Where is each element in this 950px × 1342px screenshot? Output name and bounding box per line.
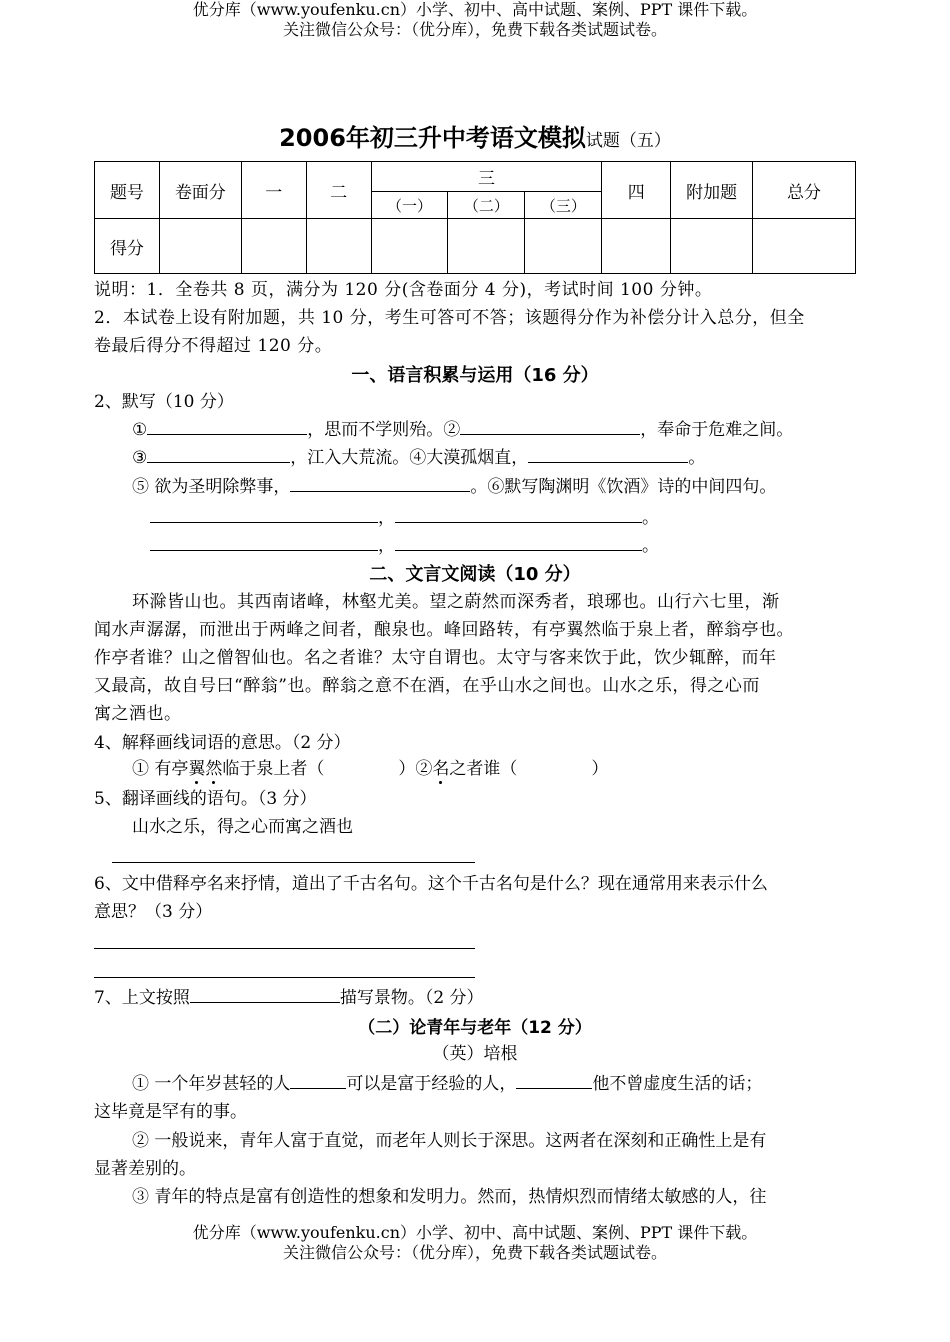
q7-text: 7、上文按照 <box>94 988 190 1008</box>
essay-line-1 <box>132 1070 762 1098</box>
page-header-line-2: 关注微信公众号：（优分库），免费下载各类试题试卷。 <box>282 20 667 39</box>
score-cell[interactable] <box>671 219 753 274</box>
score-table <box>94 161 856 274</box>
score-cell[interactable] <box>159 219 241 274</box>
score-table-header-part-4: 四 <box>602 162 671 219</box>
passage-line-1: 环滁皆山也。其西南诸峰，林壑尤美。望之蔚然而深秀者，琅琊也。山行六七里，渐 <box>132 592 780 612</box>
answer-blank-7[interactable] <box>190 984 340 1003</box>
label-1: ① <box>132 420 148 440</box>
q4-word: 然 <box>205 759 223 779</box>
answer-line-6a[interactable] <box>94 948 475 949</box>
punct: 。 <box>642 508 659 528</box>
dictation-line-2 <box>132 444 705 472</box>
exam-title <box>0 118 950 153</box>
answer-blank-essay-1[interactable] <box>290 1070 346 1089</box>
score-cell[interactable] <box>602 219 671 274</box>
question-4-items <box>132 755 608 783</box>
dictation-line-3 <box>132 473 776 501</box>
score-table-header-total: 总分 <box>753 162 856 219</box>
essay-text: ① 一个年岁甚轻的人 <box>132 1074 291 1094</box>
blank-1[interactable] <box>147 416 307 435</box>
page-header-line-1: 优分库（www.youfenku.cn）小学、初中、高中试题、案例、PPT 课件下载。 <box>192 0 758 19</box>
question-5: 5、翻译画线的语句。（3 分） <box>94 789 317 809</box>
dictation-text: ，奉命于危难之间。 <box>640 420 794 440</box>
score-table-header-part-2: 二 <box>306 162 371 219</box>
score-table-row-label: 得分 <box>95 219 160 274</box>
punct: ， <box>378 536 395 556</box>
score-table-header-paper: 卷面分 <box>159 162 241 219</box>
blank-6[interactable] <box>150 504 378 523</box>
essay-line-4: 显著差别的。 <box>94 1159 196 1179</box>
dictation-line-4 <box>150 504 659 532</box>
score-table-header-part-3b: （二） <box>448 192 525 219</box>
q4-word: 名 <box>432 759 450 779</box>
section-1-heading: 一、语言积累与运用（16 分） <box>351 365 599 386</box>
q4-text: ）② <box>398 759 433 779</box>
score-table-header-question: 题号 <box>95 162 160 219</box>
score-cell[interactable] <box>306 219 371 274</box>
q7-text: 描写景物。（2 分） <box>339 988 484 1008</box>
blank-5[interactable] <box>290 473 470 492</box>
question-5-text: 山水之乐，得之心而寓之酒也 <box>132 817 353 837</box>
answer-line-5[interactable] <box>112 862 475 863</box>
dictation-text: ，思而不学则殆。② <box>307 420 461 440</box>
blank-8[interactable] <box>150 532 378 551</box>
exam-title-suffix: 试题（五） <box>585 131 671 151</box>
dictation-text: 。⑥默写陶渊明《饮酒》诗的中间四句。 <box>470 477 777 497</box>
blank-2[interactable] <box>460 416 640 435</box>
punct: ， <box>378 508 395 528</box>
q4-text: 临于泉上者（ <box>222 759 325 779</box>
score-table-header-part-3a: （一） <box>371 192 448 219</box>
question-7 <box>94 984 484 1012</box>
dictation-text: ，江入大荒流。④大漠孤烟直， <box>290 448 529 468</box>
essay-line-2: 这毕竟是罕有的事。 <box>94 1102 247 1122</box>
score-cell[interactable] <box>525 219 602 274</box>
label-3: ③ <box>132 448 148 468</box>
score-table-header-extra: 附加题 <box>671 162 753 219</box>
dictation-line-5 <box>150 532 659 560</box>
dictation-text: 。 <box>688 448 706 468</box>
score-cell[interactable] <box>753 219 856 274</box>
score-table-header-part-3c: （三） <box>525 192 602 219</box>
page-footer-line-1: 优分库（www.youfenku.cn）小学、初中、高中试题、案例、PPT 课件下载。 <box>192 1223 758 1242</box>
author: （英）培根 <box>432 1044 518 1064</box>
question-2: 2、默写（10 分） <box>94 392 234 412</box>
note-1: 说明：1．全卷共 8 页，满分为 120 分(含卷面分 4 分)，考试时间 100 分钟。 <box>94 280 713 300</box>
score-table-header-part-1: 一 <box>241 162 306 219</box>
answer-blank-essay-2[interactable] <box>516 1070 592 1089</box>
score-cell[interactable] <box>371 219 448 274</box>
q4-text: ① 有亭 <box>132 759 189 779</box>
passage-line-2: 闻水声潺潺，而泄出于两峰之间者，酿泉也。峰回路转，有亭翼然临于泉上者，醉翁亭也。 <box>94 620 794 640</box>
blank-4[interactable] <box>528 444 688 463</box>
q4-text: 之者谁（ <box>449 759 518 779</box>
essay-line-3: ② 一般说来，青年人富于直觉，而老年人则长于深思。这两者在深刻和正确性上是有 <box>132 1131 767 1151</box>
note-2b: 卷最后得分不得超过 120 分。 <box>94 336 333 356</box>
score-cell[interactable] <box>241 219 306 274</box>
question-6b: 意思？（3 分） <box>94 902 213 922</box>
essay-text: 可以是富于经验的人， <box>346 1074 517 1094</box>
blank-9[interactable] <box>395 532 642 551</box>
exam-title-main: 2006年初三升中考语文模拟 <box>279 124 586 152</box>
passage-line-3: 作亭者谁？山之僧智仙也。名之者谁？太守自谓也。太守与客来饮于此，饮少辄醉，而年 <box>94 648 777 668</box>
q4-text: ） <box>591 759 609 779</box>
note-2a: 2．本试卷上设有附加题，共 10 分，考生可答可不答；该题得分作为补偿分计入总分，但全 <box>94 308 805 328</box>
punct: 。 <box>642 536 659 556</box>
section-2-heading: 二、文言文阅读（10 分） <box>369 564 581 585</box>
answer-line-6b[interactable] <box>94 977 475 978</box>
dictation-text: ⑤ 欲为圣明除弊事， <box>132 477 291 497</box>
essay-line-5: ③ 青年的特点是富有创造性的想象和发明力。然而，热情炽烈而情绪太敏感的人，往 <box>132 1187 767 1207</box>
passage-line-4: 又最高，故自号曰“醉翁”也。醉翁之意不在酒，在乎山水之间也。山水之乐，得之心而 <box>94 676 760 696</box>
section-3-heading: （二）论青年与老年（12 分） <box>358 1018 592 1038</box>
blank-3[interactable] <box>147 444 290 463</box>
question-6a: 6、文中借释亭名来抒情，道出了千古名句。这个千古名句是什么？现在通常用来表示什么 <box>94 874 768 894</box>
question-4: 4、解释画线词语的意思。（2 分） <box>94 733 351 753</box>
blank-7[interactable] <box>395 504 642 523</box>
score-cell[interactable] <box>448 219 525 274</box>
essay-text: 他不曾虚度生活的话； <box>592 1074 763 1094</box>
page-footer-line-2: 关注微信公众号：（优分库），免费下载各类试题试卷。 <box>282 1243 667 1262</box>
dictation-line-1 <box>132 416 793 444</box>
score-table-header-part-3: 三 <box>371 162 602 192</box>
q4-word: 翼 <box>188 759 206 779</box>
passage-line-5: 寓之酒也。 <box>94 704 182 724</box>
